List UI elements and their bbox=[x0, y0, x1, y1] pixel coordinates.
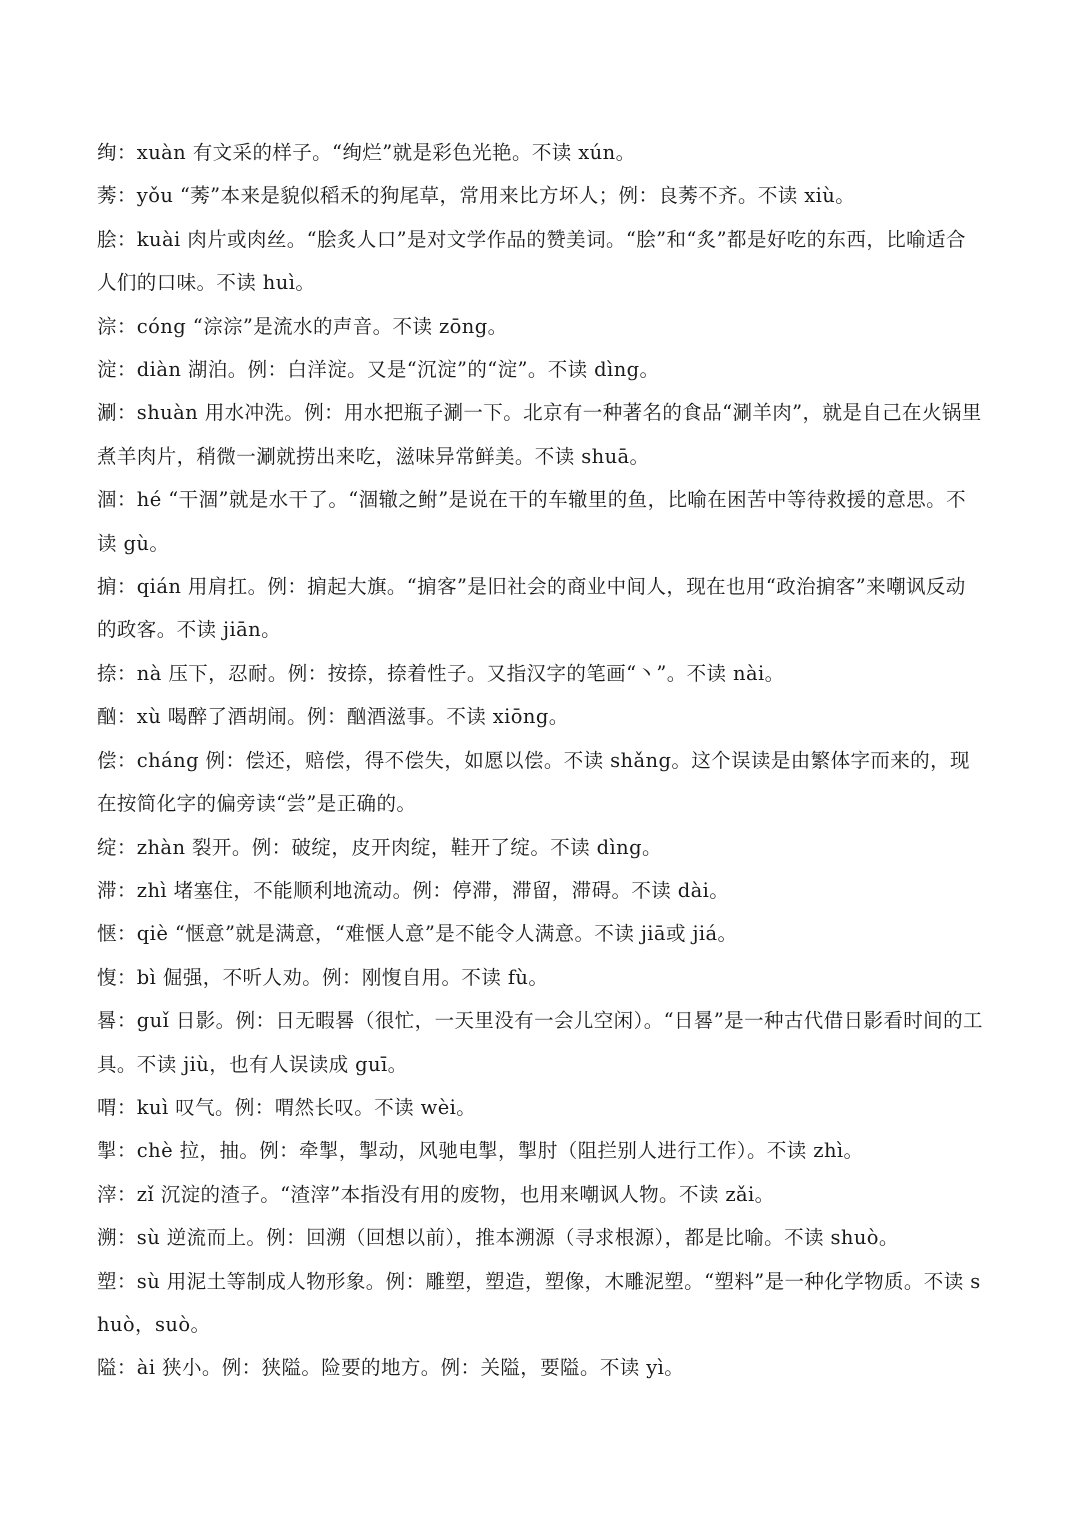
entry-shuan: 涮：shuàn 用水冲洗。例：用水把瓶子涮一下。北京有一种著名的食品“涮羊肉”，就是自己在火锅里煮羊肉片，稍微一涮就捞出来吃，滋味异常鲜美。不读 shuā。 bbox=[97, 401, 982, 468]
entry-su-2: 塑：sù 用泥土等制成人物形象。例：雕塑，塑造，塑像，木雕泥塑。“塑料”是一种化学物质。不读 shuò，suò。 bbox=[97, 1269, 981, 1336]
entry-xuan: 绚：xuàn 有文采的样子。“绚烂”就是彩色光艳。不读 xún。 bbox=[97, 141, 636, 164]
entry-zhan: 绽：zhàn 裂开。例：破绽，皮开肉绽，鞋开了绽。不读 dìng。 bbox=[97, 835, 662, 859]
entry-gui: 晷：guǐ 日影。例：日无暇晷（很忙，一天里没有一会儿空闲）。“日晷”是一种古代借日影看时间的工具。不读 jiù，也有人误读成 guī。 bbox=[97, 1009, 983, 1076]
entry-kuai: 脍：kuài 肉片或肉丝。“脍炙人口”是对文学作品的赞美词。“脍”和“炙”都是好吃的东西，比喻适合人们的口味。不读 huì。 bbox=[97, 227, 966, 295]
entry-che: 掣：chè 拉，抽。例：牵掣，掣动，风驰电掣，掣肘（阻拦别人进行工作）。不读 zhì。 bbox=[97, 1139, 864, 1163]
entry-kui: 喟：kuì 叹气。例：喟然长叹。不读 wèi。 bbox=[97, 1095, 477, 1119]
entry-zi: 滓：zǐ 沉淀的渣子。“渣滓”本指没有用的废物，也用来嘲讽人物。不读 zǎi。 bbox=[97, 1182, 775, 1206]
entry-na: 捺：nà 压下，忍耐。例：按捺，捺着性子。又指汉字的笔画“丶”。不读 nài。 bbox=[97, 661, 785, 685]
entry-ai: 隘：ài 狭小。例：狭隘。险要的地方。例：关隘，要隘。不读 yì。 bbox=[97, 1356, 685, 1380]
entry-xu: 酗：xù 喝醉了酒胡闹。例：酗酒滋事。不读 xiōng。 bbox=[97, 705, 569, 729]
entry-cong: 淙：cóng “淙淙”是流水的声音。不读 zōng。 bbox=[97, 314, 508, 338]
entry-you: 莠：yǒu “莠”本来是貌似稻禾的狗尾草，常用来比方坏人；例：良莠不齐。不读 xiù。 bbox=[97, 184, 856, 208]
entry-qie: 惬：qiè “惬意”就是满意，“难惬人意”是不能令人满意。不读 jiā或 jiá。 bbox=[97, 922, 738, 946]
entry-he: 涸：hé “干涸”就是水干了。“涸辙之鲋”是说在干的车辙里的鱼，比喻在困苦中等待救援的意思。不读 gù。 bbox=[97, 488, 966, 555]
entry-su-1: 溯：sù 逆流而上。例：回溯（回想以前），推本溯源（寻求根源），都是比喻。不读 shuò。 bbox=[97, 1226, 899, 1250]
entry-chang: 偿：cháng 例：偿还，赔偿，得不偿失，如愿以偿。不读 shǎng。这个误读是由繁体字而来的，现在按简化字的偏旁读“尝”是正确的。 bbox=[97, 748, 970, 816]
entry-zhi: 滞：zhì 堵塞住，不能顺利地流动。例：停滞，滞留，滞碍。不读 dài。 bbox=[97, 878, 730, 902]
entry-dian: 淀：diàn 湖泊。例：白洋淀。又是“沉淀”的“淀”。不读 dìng。 bbox=[97, 358, 660, 382]
entry-bi: 愎：bì 倔强，不听人劝。例：刚愎自用。不读 fù。 bbox=[97, 965, 549, 989]
document-page bbox=[97, 131, 985, 1390]
entry-qian: 掮：qián 用肩扛。例：掮起大旗。“掮客”是旧社会的商业中间人，现在也用“政治掮客”来嘲讽反动的政客。不读 jiān。 bbox=[97, 575, 966, 642]
